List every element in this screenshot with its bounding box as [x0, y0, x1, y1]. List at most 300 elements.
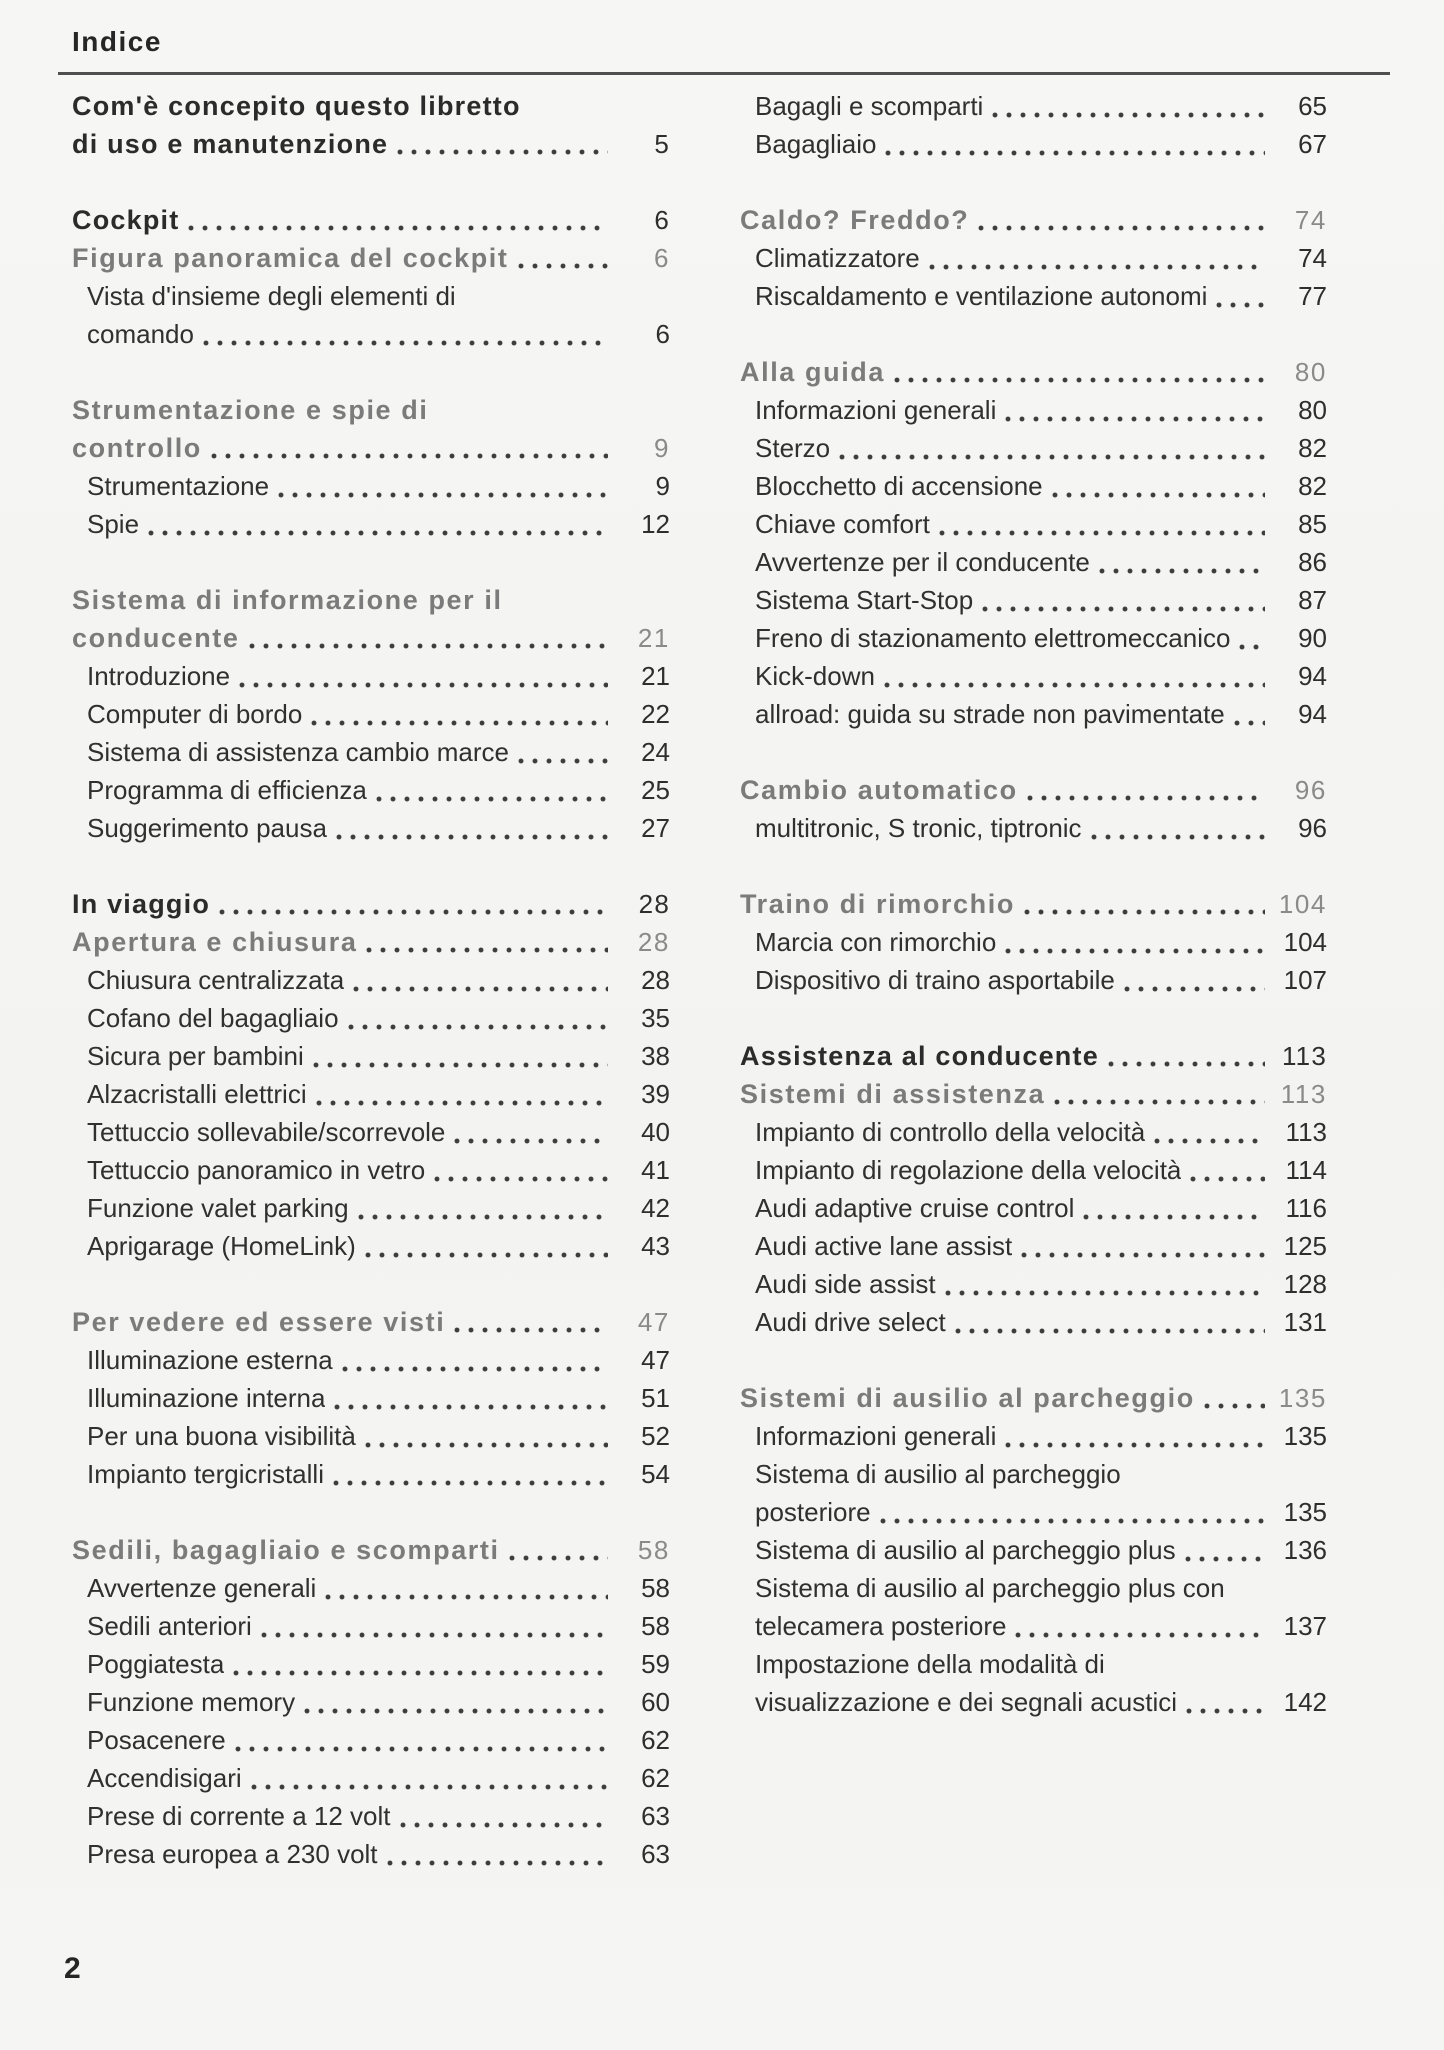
- toc-entry-label: Bagagli e scomparti: [755, 91, 984, 121]
- toc-entry-label: Aprigarage (HomeLink): [87, 1231, 356, 1261]
- toc-entry-item: [72, 1151, 670, 1189]
- toc-entry-item: [72, 505, 670, 543]
- toc-entry-label: Impianto tergicristalli: [87, 1459, 324, 1489]
- toc-entry-page: 28: [641, 965, 670, 995]
- toc-entry-row: [755, 809, 1327, 847]
- toc-entry-row: [72, 619, 670, 657]
- toc-entry-row: [740, 353, 1327, 391]
- toc-entry-row: [740, 201, 1327, 239]
- toc-entry-row: [755, 657, 1327, 695]
- toc-entry-section: [740, 1379, 1327, 1417]
- toc-entry-item: [72, 961, 670, 999]
- toc-entry-label: Marcia con rimorchio: [755, 927, 997, 957]
- dot-leader: [518, 758, 608, 764]
- toc-entry-item: [740, 923, 1327, 961]
- dot-leader: [397, 149, 608, 155]
- dot-leader: [1027, 795, 1265, 801]
- toc-group: [72, 87, 670, 163]
- toc-entry-label: Prese di corrente a 12 volt: [87, 1801, 391, 1831]
- dot-leader: [353, 986, 608, 992]
- toc-entry-page: 62: [641, 1725, 670, 1755]
- toc-entry-row: [755, 87, 1327, 125]
- toc-entry-label: di uso e manutenzione: [72, 129, 389, 159]
- toc-entry-row: [740, 1075, 1327, 1113]
- dot-leader: [1091, 834, 1265, 840]
- toc-entry-section: [72, 923, 670, 961]
- toc-entry-label: Audi drive select: [755, 1307, 946, 1337]
- toc-entry-item: [72, 1797, 670, 1835]
- toc-entry-row: [87, 1645, 670, 1683]
- toc-entry-item: [740, 657, 1327, 695]
- toc-entry-item: [740, 543, 1327, 581]
- dot-leader: [261, 1632, 608, 1638]
- toc-entry-item: [72, 1417, 670, 1455]
- dot-leader: [434, 1176, 608, 1182]
- toc-entry-label: Caldo? Freddo?: [740, 205, 970, 235]
- toc-entry-page: 113: [1281, 1041, 1327, 1071]
- toc-entry-row: [87, 999, 670, 1037]
- toc-entry-row: [755, 1151, 1327, 1189]
- dot-leader: [894, 377, 1265, 383]
- toc-entry-label: Impianto di regolazione della velocità: [755, 1155, 1182, 1185]
- toc-entry-page: 59: [641, 1649, 670, 1679]
- toc-entry-label: Informazioni generali: [755, 1421, 997, 1451]
- toc-entry-item: [740, 87, 1327, 125]
- toc-entry-page: 54: [641, 1459, 670, 1489]
- dot-leader: [1216, 302, 1265, 308]
- dot-leader: [334, 1404, 608, 1410]
- toc-entry-page: 114: [1285, 1155, 1327, 1185]
- toc-entry-label: telecamera posteriore: [755, 1611, 1007, 1641]
- toc-entry-row: [740, 885, 1327, 923]
- toc-entry-chapter: [72, 885, 670, 923]
- dot-leader: [1005, 948, 1265, 954]
- toc-entry-label: Bagagliaio: [755, 129, 877, 159]
- toc-entry-chapter: [72, 201, 670, 239]
- toc-entry-item: [740, 809, 1327, 847]
- toc-entry-page: 63: [641, 1839, 670, 1869]
- dot-leader: [978, 225, 1265, 231]
- toc-entry-page: 142: [1283, 1687, 1327, 1717]
- toc-entry-label: Audi adaptive cruise control: [755, 1193, 1075, 1223]
- toc-group: [72, 391, 670, 543]
- toc-group: [740, 1037, 1327, 1341]
- toc-entry-page: 137: [1283, 1611, 1327, 1641]
- toc-entry-page: 27: [641, 813, 670, 843]
- toc-entry-item: [72, 1189, 670, 1227]
- toc-entry-label: conducente: [72, 623, 240, 653]
- toc-entry-label-line: Sistema di ausilio al parcheggio plus con: [755, 1573, 1225, 1603]
- toc-entry-label: Poggiatesta: [87, 1649, 225, 1679]
- toc-entry-page: 96: [1294, 775, 1327, 805]
- toc-entry-row: [755, 467, 1327, 505]
- toc-entry-row: [755, 505, 1327, 543]
- dot-leader: [333, 1480, 608, 1486]
- toc-entry-page: 25: [641, 775, 670, 805]
- toc-entry-label: Freno di stazionamento elettromeccanico: [755, 623, 1231, 653]
- toc-entry-label: Funzione valet parking: [87, 1193, 349, 1223]
- toc-entry-item: [740, 391, 1327, 429]
- toc-entry-row: [755, 391, 1327, 429]
- toc-entry-page: 40: [641, 1117, 670, 1147]
- toc-entry-label-line: Vista d'insieme degli elementi di: [87, 281, 456, 311]
- toc-entry-item: [72, 1379, 670, 1417]
- toc-entry-item: [740, 961, 1327, 999]
- dot-leader: [325, 1594, 608, 1600]
- toc-entry-page: 58: [637, 1535, 670, 1565]
- toc-entry-page: 90: [1298, 623, 1327, 653]
- toc-entry-item: [740, 1189, 1327, 1227]
- dot-leader: [233, 1670, 608, 1676]
- toc-group: [72, 885, 670, 1265]
- dot-leader: [1099, 568, 1265, 574]
- toc-entry-item: [72, 1835, 670, 1873]
- toc-entry-page: 42: [641, 1193, 670, 1223]
- toc-entry-row: [87, 1075, 670, 1113]
- toc-entry-row: [755, 923, 1327, 961]
- toc-entry-row: [755, 1113, 1327, 1151]
- toc-entry-item: [72, 1113, 670, 1151]
- dot-leader: [1021, 1252, 1265, 1258]
- toc-entry-label: allroad: guida su strade non pavimentate: [755, 699, 1225, 729]
- toc-entry-item: [72, 999, 670, 1037]
- toc-entry-label: Per vedere ed essere visti: [72, 1307, 446, 1337]
- toc-entry-page: 6: [653, 243, 670, 273]
- toc-entry-label: Sicura per bambini: [87, 1041, 304, 1071]
- toc-entry-label: Figura panoramica del cockpit: [72, 243, 509, 273]
- toc-entry-row: [755, 1683, 1327, 1721]
- dot-leader: [1185, 1556, 1265, 1562]
- toc-entry-page: 80: [1294, 357, 1327, 387]
- toc-entry-label: Suggerimento pausa: [87, 813, 327, 843]
- toc-entry-label: Computer di bordo: [87, 699, 303, 729]
- dot-leader: [945, 1290, 1265, 1296]
- dot-leader: [880, 1518, 1265, 1524]
- toc-entry-item: [72, 277, 670, 353]
- toc-entry-page: 52: [641, 1421, 670, 1451]
- toc-entry-label: Sistemi di assistenza: [740, 1079, 1046, 1109]
- toc-entry-row: [755, 1303, 1327, 1341]
- toc-entry-row: [755, 1531, 1327, 1569]
- toc-entry-page: 38: [641, 1041, 670, 1071]
- toc-entry-label: Accendisigari: [87, 1763, 242, 1793]
- toc-entry-page: 9: [655, 471, 670, 501]
- toc-entry-item: [740, 277, 1327, 315]
- toc-entry-label: visualizzazione e dei segnali acustici: [755, 1687, 1178, 1717]
- toc-entry-row: [72, 201, 670, 239]
- toc-entry-label: Alzacristalli elettrici: [87, 1079, 307, 1109]
- toc-entry-page: 94: [1298, 661, 1327, 691]
- toc-entry-page: 21: [637, 623, 670, 653]
- footer-page-number: 2: [64, 1952, 81, 1985]
- dot-leader: [211, 453, 608, 459]
- toc-entry-label: Sistema Start-Stop: [755, 585, 974, 615]
- dot-leader: [1124, 986, 1265, 992]
- toc-entry-page: 35: [641, 1003, 670, 1033]
- toc-entry-row: [87, 1037, 670, 1075]
- toc-entry-page: 28: [637, 927, 670, 957]
- toc-entry-chapter: [740, 1037, 1327, 1075]
- dot-leader: [251, 1784, 608, 1790]
- toc-entry-row: [755, 125, 1327, 163]
- toc-entry-label: Sistema di assistenza cambio marce: [87, 737, 509, 767]
- toc-entry-page: 116: [1285, 1193, 1327, 1223]
- toc-entry-row: [87, 695, 670, 733]
- toc-entry-row: [755, 1189, 1327, 1227]
- toc-entry-row: [87, 1455, 670, 1493]
- dot-leader: [1005, 1442, 1265, 1448]
- toc-entry-row: [87, 505, 670, 543]
- toc-entry-page: 104: [1278, 889, 1327, 919]
- toc-entry-label: Cambio automatico: [740, 775, 1018, 805]
- dot-leader: [239, 682, 608, 688]
- dot-leader: [454, 1138, 608, 1144]
- toc-entry-label: Tettuccio panoramico in vetro: [87, 1155, 426, 1185]
- toc-entry-page: 113: [1285, 1117, 1327, 1147]
- toc-entry-row: [755, 1607, 1327, 1645]
- toc-entry-row: [87, 1379, 670, 1417]
- toc-entry-page: 51: [641, 1383, 670, 1413]
- toc-entry-page: 77: [1298, 281, 1327, 311]
- toc-group: [740, 353, 1327, 733]
- dot-leader: [278, 492, 608, 498]
- toc-entry-section: [740, 771, 1327, 809]
- toc-entry-label: Riscaldamento e ventilazione autonomi: [755, 281, 1208, 311]
- toc-entry-page: 128: [1283, 1269, 1327, 1299]
- toc-entry-label: Strumentazione: [87, 471, 270, 501]
- toc-entry-row: [72, 923, 670, 961]
- dot-leader: [365, 1252, 608, 1258]
- toc-entry-row: [755, 1227, 1327, 1265]
- toc-entry-label: In viaggio: [72, 889, 211, 919]
- toc-entry-label: Chiave comfort: [755, 509, 930, 539]
- toc-group: [72, 581, 670, 847]
- toc-entry-item: [740, 1303, 1327, 1341]
- toc-entry-label: Avvertenze generali: [87, 1573, 317, 1603]
- toc-entry-page: 62: [641, 1763, 670, 1793]
- toc-entry-row: [87, 1721, 670, 1759]
- toc-entry-label: Sistema di ausilio al parcheggio plus: [755, 1535, 1176, 1565]
- toc-entry-label: Sistemi di ausilio al parcheggio: [740, 1383, 1195, 1413]
- toc-entry-page: 104: [1283, 927, 1327, 957]
- dot-leader: [400, 1822, 609, 1828]
- dot-leader: [188, 225, 608, 231]
- toc-entry-label: Sterzo: [755, 433, 831, 463]
- toc-entry-label: Per una buona visibilità: [87, 1421, 356, 1451]
- dot-leader: [1005, 416, 1265, 422]
- toc-entry-page: 28: [638, 889, 670, 919]
- toc-entry-item: [72, 1075, 670, 1113]
- toc-entry-page: 47: [641, 1345, 670, 1375]
- dot-leader: [454, 1327, 608, 1333]
- toc-entry-item: [72, 1569, 670, 1607]
- toc-entry-label: Tettuccio sollevabile/scorrevole: [87, 1117, 446, 1147]
- toc-entry-row: [87, 961, 670, 999]
- toc-entry-page: 85: [1298, 509, 1327, 539]
- toc-entry-page: 74: [1294, 205, 1327, 235]
- toc-entry-item: [72, 1341, 670, 1379]
- toc-entry-label: Presa europea a 230 volt: [87, 1839, 378, 1869]
- toc-entry-item: [72, 733, 670, 771]
- toc-entry-page: 107: [1283, 965, 1327, 995]
- toc-entry-item: [740, 239, 1327, 277]
- toc-entry-item: [72, 1227, 670, 1265]
- toc-entry-page: 47: [637, 1307, 670, 1337]
- toc-entry-label: Climatizzatore: [755, 243, 920, 273]
- toc-entry-label: Illuminazione esterna: [87, 1345, 333, 1375]
- toc-entry-label-line: Com'è concepito questo libretto: [72, 91, 521, 121]
- toc-entry-row: [87, 1683, 670, 1721]
- toc-entry-label: Illuminazione interna: [87, 1383, 326, 1413]
- dot-leader: [311, 720, 608, 726]
- toc-entry-label: controllo: [72, 433, 202, 463]
- toc-group: [72, 1531, 670, 1873]
- toc-entry-label: Audi active lane assist: [755, 1231, 1013, 1261]
- toc-entry-item: [740, 1227, 1327, 1265]
- toc-entry-label-line: Sistema di informazione per il: [72, 585, 503, 615]
- toc-entry-row: [755, 619, 1327, 657]
- dot-leader: [1052, 492, 1265, 498]
- toc-entry-label: Informazioni generali: [755, 395, 997, 425]
- dot-leader: [342, 1366, 608, 1372]
- toc-entry-row: [87, 1113, 670, 1151]
- toc-entry-section: [72, 1303, 670, 1341]
- page-title: Indice: [72, 26, 162, 57]
- toc-entry-label-line: Impostazione della modalità di: [755, 1649, 1105, 1679]
- toc-entry-label: posteriore: [755, 1497, 871, 1527]
- toc-entry-row: [740, 1379, 1327, 1417]
- toc-entry-page: 74: [1298, 243, 1327, 273]
- toc-entry-row: [87, 1417, 670, 1455]
- toc-group: [740, 885, 1327, 999]
- toc-entry-page: 67: [1298, 129, 1327, 159]
- toc-entry-row: [87, 1341, 670, 1379]
- dot-leader: [1154, 1138, 1265, 1144]
- toc-entry-item: [740, 1151, 1327, 1189]
- toc-entry-item: [72, 467, 670, 505]
- toc-entry-row: [755, 1493, 1327, 1531]
- toc-entry-row: [755, 1265, 1327, 1303]
- toc-entry-label: Sedili anteriori: [87, 1611, 252, 1641]
- toc-entry-row: [72, 885, 670, 923]
- toc-entry-section: [740, 201, 1327, 239]
- dot-leader: [366, 947, 608, 953]
- dot-leader: [929, 264, 1265, 270]
- toc-entry-row: [72, 125, 670, 163]
- toc-entry-page: 86: [1298, 547, 1327, 577]
- toc-entry-page: 6: [654, 205, 670, 235]
- toc-group: [72, 1303, 670, 1493]
- toc-entry-page: 96: [1298, 813, 1327, 843]
- dot-leader: [939, 530, 1265, 536]
- toc-entry-row: [87, 1835, 670, 1873]
- toc-entry-label: Cockpit: [72, 205, 180, 235]
- toc-entry-item: [72, 771, 670, 809]
- toc-entry-section: [72, 239, 670, 277]
- toc-entry-page: 58: [641, 1611, 670, 1641]
- dot-leader: [235, 1746, 608, 1752]
- toc-entry-item: [740, 581, 1327, 619]
- toc-entry-label: Dispositivo di traino asportabile: [755, 965, 1115, 995]
- toc-entry-section: [740, 353, 1327, 391]
- toc-entry-page: 9: [653, 433, 670, 463]
- toc-entry-item: [740, 619, 1327, 657]
- toc-entry-label: comando: [87, 319, 194, 349]
- toc-entry-item: [740, 1113, 1327, 1151]
- dot-leader: [839, 454, 1265, 460]
- dot-leader: [336, 834, 608, 840]
- page-header: [0, 0, 1444, 75]
- toc-entry-item: [740, 1531, 1327, 1569]
- toc-entry-row: [72, 1303, 670, 1341]
- toc-entry-label: Cofano del bagagliaio: [87, 1003, 339, 1033]
- dot-leader: [148, 530, 608, 536]
- toc-entry-row: [740, 771, 1327, 809]
- toc-entry-label: Avvertenze per il conducente: [755, 547, 1090, 577]
- toc-entry-page: 41: [641, 1155, 670, 1185]
- toc-entry-row: [755, 429, 1327, 467]
- dot-leader: [313, 1062, 608, 1068]
- dot-leader: [884, 682, 1265, 688]
- toc-entry-row: [87, 315, 670, 353]
- toc-entry-page: 58: [641, 1573, 670, 1603]
- toc-entry-page: 63: [641, 1801, 670, 1831]
- toc-entry-item: [72, 1759, 670, 1797]
- toc-entry-row: [87, 771, 670, 809]
- toc-entry-item: [740, 505, 1327, 543]
- toc-group: [740, 87, 1327, 163]
- toc-entry-page: 12: [641, 509, 670, 539]
- dot-leader: [1204, 1403, 1265, 1409]
- dot-leader: [1083, 1214, 1265, 1220]
- toc-entry-label: Posacenere: [87, 1725, 226, 1755]
- dot-leader: [358, 1214, 608, 1220]
- toc-entry-page: 80: [1298, 395, 1327, 425]
- dot-leader: [316, 1100, 608, 1106]
- toc-entry-row: [87, 1607, 670, 1645]
- toc-entry-page: 82: [1298, 433, 1327, 463]
- toc-entry-item: [72, 809, 670, 847]
- toc-group: [740, 771, 1327, 847]
- toc-entry-label-line: Sistema di ausilio al parcheggio: [755, 1459, 1121, 1489]
- toc-entry-row: [87, 1569, 670, 1607]
- toc-group: [740, 1379, 1327, 1721]
- toc-entry-row: [87, 809, 670, 847]
- toc-entry-page: 135: [1283, 1497, 1327, 1527]
- dot-leader: [992, 112, 1265, 118]
- toc-column-right: [740, 87, 1327, 1873]
- toc-entry-label: Funzione memory: [87, 1687, 296, 1717]
- toc-entry-row: [72, 239, 670, 277]
- toc-entry-section: [72, 1531, 670, 1569]
- dot-leader: [365, 1442, 608, 1448]
- dot-leader: [1186, 1708, 1265, 1714]
- toc-entry-row: [740, 1037, 1327, 1075]
- toc-entry-label: Alla guida: [740, 357, 886, 387]
- toc-entry-label-line: Strumentazione e spie di: [72, 395, 429, 425]
- toc-entry-page: 5: [654, 129, 670, 159]
- toc-entry-row: [755, 543, 1327, 581]
- dot-leader: [348, 1024, 608, 1030]
- toc-entry-label: Traino di rimorchio: [740, 889, 1015, 919]
- toc-entry-row: [755, 961, 1327, 999]
- toc-entry-chapter: [72, 87, 670, 163]
- toc-entry-label: Impianto di controllo della velocità: [755, 1117, 1146, 1147]
- toc-group: [740, 201, 1327, 315]
- toc-entry-item: [72, 1645, 670, 1683]
- toc-entry-item: [740, 429, 1327, 467]
- toc-entry-row: [87, 657, 670, 695]
